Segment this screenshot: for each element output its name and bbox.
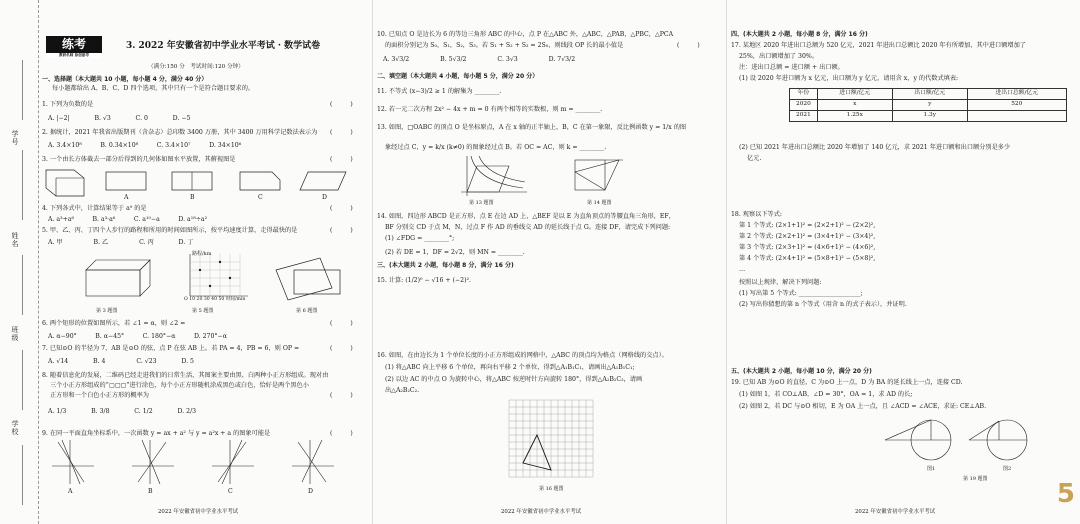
option-label-b: B [148, 488, 153, 495]
question-8-line: 正方形和一个白色小正方形的概率为 [50, 392, 149, 399]
option-label-c: C [228, 488, 233, 495]
question-10-options: A. 3√3/2 B. 5√3/2 C. 3√3 D. 7√3/2 [383, 56, 576, 63]
question-18-equation: 第 2 个等式: (2×2+1)² = (3×4+1)² − (3×4)², [739, 233, 876, 240]
exam-meta: （满分:150 分 考试时间:120 分钟） [148, 64, 244, 70]
graph-d-line [302, 440, 322, 482]
table-header-row [790, 89, 1067, 100]
figure-caption: 第 16 题图 [539, 486, 564, 492]
question-3: 3. 一个由长方体截去一部分后得到的几何体如图水平放置，其俯视图是 [42, 156, 236, 163]
figure-caption: 图2 [1003, 466, 1012, 472]
answer-bracket: ( ) [330, 156, 353, 163]
fig14-triangle [575, 160, 619, 190]
question-6: 6. 两个矩形的位置如图所示，若 ∠1 = α，则 ∠2 = [42, 320, 186, 327]
fig2-tangent [969, 421, 999, 440]
question-8-options: A. 1/3 B. 3/8 C. 1/2 D. 2/3 [48, 408, 197, 415]
question-18-equation: 第 4 个等式: (2×4+1)² = (5×8+1)² − (5×8)², [739, 255, 876, 262]
question-6-options: A. α−90° B. α−45° C. 180°−α D. 270°−α [48, 333, 227, 340]
publisher-logo: 练考 教研名师 原创备考 [46, 36, 102, 58]
question-7: 7. 已知⊙O 的半径为 7，AB 是⊙O 的弦，点 P 在弦 AB 上。若 PA = 4，PB = 6，则 OP = [42, 345, 300, 352]
question-10-line: 的面积分别记为 S₀，S₁，S₂，S₃。若 S₁ + S₂ + S₃ = 2S₀，则线段 OP 长的最小值是 [385, 42, 624, 49]
option-label-b: B [190, 194, 195, 201]
question-10: 10. 已知点 O 是边长为 6 的等边三角形 ABC 的中心，点 P 在△ABC 外，△ABC，△PAB，△PBC，△PCA [377, 31, 674, 38]
graph-b-line [138, 442, 166, 482]
option-label-c: C [258, 194, 263, 201]
question-18-equation: 第 1 个等式: (2×1+1)² = (2×2+1)² − (2×2)², [739, 222, 876, 229]
question-17-line: 亿元. [747, 155, 762, 162]
question-18-part2: (2) 写出你猜想的第 n 个等式（用含 n 的式子表示），并证明. [739, 301, 907, 308]
question-7-options: A. √14 B. 4 C. √23 D. 5 [48, 358, 194, 365]
data-table [789, 88, 1067, 122]
table-header-cell: 进出口总额/亿元 [967, 89, 1066, 100]
question-16-grid [507, 398, 597, 484]
binding-line [22, 445, 23, 505]
question-16: 16. 如图，在由边长为 1 个单位长度的小正方形组成的网格中，△ABC 的顶点均为格点（网格线的交点）。 [377, 352, 668, 359]
question-18-ellipsis: … [739, 266, 746, 273]
table-cell: 520 [967, 100, 1066, 111]
table-cell: 2020 [790, 100, 818, 111]
page-2 [372, 0, 723, 524]
binding-line [22, 150, 23, 220]
section-heading: 一、选择题（本大题共 10 小题，每小题 4 分，满分 40 分） [42, 76, 208, 83]
table-header-cell: 出口额/亿元 [892, 89, 967, 100]
figure-caption: 第 19 题图 [963, 476, 988, 482]
question-9: 9. 在同一平面直角坐标系中，一次函数 y = ax + a² 与 y = a²x + a 的图象可能是 [42, 430, 271, 437]
answer-bracket: ( ) [330, 430, 353, 437]
question-8: 8. 随着信息化的发展，二维码已经走进我们的日常生活，其图案主要由黑、白两种小正方形组成。现对由 [42, 372, 329, 379]
box-figure [140, 260, 150, 296]
question-1-options: A. |−2| B. √3 C. 0 D. −5 [48, 115, 191, 122]
answer-bracket: ( ) [330, 101, 353, 108]
question-11: 11. 不等式 (x−3)/2 ≥ 1 的解集为 ________. [377, 88, 502, 95]
question-2: 2. 据统计，2021 年我省出版期刊（含杂志）总印数 3400 万册，其中 3400 万用科学记数法表示为 [42, 129, 318, 136]
page-3 [726, 0, 1080, 524]
question-19: 19. 已知 AB 为⊙O 的直径，C 为⊙O 上一点，D 为 BA 的延长线上一点，连接 CD. [731, 379, 963, 386]
figure-caption: 第 5 题图 [192, 308, 214, 314]
question-19-part2: (2) 如图 2，若 DC 与⊙O 相切，E 为 OA 上一点，且 ∠ACD = ∠ACE，求证: CE⊥AB. [739, 403, 987, 410]
section-heading: 五、(本大题共 2 小题，每小题 10 分，满分 20 分) [731, 368, 872, 375]
answer-bracket: ( ) [330, 205, 353, 212]
question-15: 15. 计算: (1/2)⁰ − √16 + (−2)². [377, 277, 471, 284]
option-label-d: D [308, 488, 313, 495]
grid-lines [509, 400, 593, 477]
rectangle-2 [294, 270, 340, 294]
answer-bracket: ( ) [330, 392, 353, 399]
table-cell [967, 111, 1066, 122]
data-points [199, 261, 231, 287]
question-16-line: 出△A₂B₂C₂. [385, 387, 420, 394]
question-9-graphs [50, 438, 360, 486]
option-c-shape [240, 172, 280, 190]
binding-line [22, 60, 23, 120]
question-13: 13. 如图，□OABC 的顶点 O 是坐标原点，A 在 x 轴的正半轴上，B，C 在第一象限，反比例函数 y = 1/x 的图 [377, 124, 687, 131]
table-header-cell: 进口额/亿元 [817, 89, 892, 100]
option-label-a: A [68, 488, 73, 495]
table-header-cell: 年份 [790, 89, 818, 100]
question-5: 5. 甲、乙、丙、丁四个人步行的路程和所用的时间如图所示，按平均速度计算，走得最快的是 [42, 227, 298, 234]
answer-bracket: ( ) [330, 345, 353, 352]
fig13-parallelogram [467, 166, 509, 192]
question-19-part1: (1) 如图 1，若 CO⊥AB，∠D = 30°，OA = 1，求 AD 的长; [739, 391, 913, 398]
fig1-segment-cd [885, 420, 931, 440]
question-19-figures [877, 416, 1047, 466]
chart-y-axis-label: 路程/km [192, 251, 212, 257]
page-footer: 2022 年安徽省初中学业水平考试 [501, 508, 582, 515]
figure-caption: 第 6 题图 [296, 308, 318, 314]
question-14-part2: (2) 若 DE = 1，DF = 2√2，则 MN = ________. [385, 249, 525, 256]
binding-label-name: 姓名 [11, 232, 19, 248]
option-label-a: A [124, 194, 129, 201]
table-cell: 1.3y [892, 111, 967, 122]
binding-line [22, 350, 23, 410]
answer-bracket: ( ) [330, 129, 353, 136]
question-12: 12. 若一元二次方程 2x² − 4x + m = 0 有两个相等的实数根，则 m = ________. [377, 106, 603, 113]
figure-caption: 第 3 题图 [96, 308, 118, 314]
question-4-options: A. a³+a⁶ B. a³·a⁶ C. a¹⁰−a D. a¹⁸÷a² [48, 216, 208, 223]
table-row [790, 111, 1067, 122]
figure-caption: 第 14 题图 [587, 200, 612, 206]
exam-title: 3. 2022 年安徽省初中学业水平考试 · 数学试卷 [126, 41, 321, 51]
table-row [790, 100, 1067, 111]
question-3-figures [40, 164, 370, 202]
section-heading: 四、(本大题共 2 小题，每小题 8 分，满分 16 分) [731, 31, 868, 38]
box-figure [86, 270, 140, 296]
question-2-options: A. 3.4×10⁸ B. 0.34×10⁸ C. 3.4×10⁷ D. 34×10⁶ [48, 142, 242, 149]
question-17-part1: (1) 设 2020 年进口额为 x 亿元，出口额为 y 亿元，请用含 x，y 的代数式填表: [739, 75, 959, 82]
graph-d-line [298, 442, 326, 482]
page-1 [40, 0, 370, 524]
page-footer: 2022 年安徽省初中学业水平考试 [855, 508, 936, 515]
option-label-d: D [322, 194, 327, 201]
question-18: 18. 观察以下等式: [731, 211, 783, 218]
binding-label-class: 班级 [11, 326, 19, 342]
question-4: 4. 下列各式中，计算结果等于 a⁹ 的是 [42, 205, 147, 212]
section-note: 每小题都给出 A、B、C、D 四个选项，其中只有一个是符合题目要求的。 [52, 85, 255, 92]
option-d-shape [300, 172, 346, 190]
answer-bracket: ( ) [330, 227, 353, 234]
question-18-equation: 第 3 个等式: (2×3+1)² = (4×6+1)² − (4×6)², [739, 244, 876, 251]
figure-caption: 图1 [927, 466, 936, 472]
binding-margin [0, 0, 39, 524]
table-cell: 2021 [790, 111, 818, 122]
section-heading: 二、填空题（本大题共 4 小题，每小题 5 分，满分 20 分） [377, 73, 539, 80]
graph-a-line [62, 440, 80, 484]
fig13-curve [471, 156, 523, 188]
chart-x-axis-label: O 10 20 30 40 50 时间/min [184, 297, 246, 302]
question-13-line: 象经过点 C，y = k/x (k≠0) 的图象经过点 B。若 OC = AC，则 k = ________. [385, 144, 607, 151]
option-a-shape [106, 172, 146, 190]
question-17-part2: (2) 已知 2021 年进出口总额比 2020 年增加了 140 亿元，求 2021 年进口额和出口额分别是多少 [739, 144, 1011, 151]
question-1: 1. 下列为负数的是 [42, 101, 94, 108]
graph-b-line [142, 440, 160, 484]
answer-bracket: ( ) [677, 42, 700, 49]
question-17: 17. 某地区 2020 年进出口总额为 520 亿元，2021 年进出口总额比 2020 年有所增加，其中进口额增加了 [731, 42, 1026, 49]
question-16-part1: (1) 将△ABC 向上平移 6 个单位，再向右平移 2 个单位，得到△A₁B₁C₁，请画出△A₁B₁C₁; [385, 364, 635, 371]
question-13-14-figures [453, 152, 653, 200]
question-18-line: 按照以上规律，解决下列问题: [739, 279, 822, 286]
page-number: 5 [1056, 478, 1075, 509]
binding-label-school: 学校 [11, 420, 19, 436]
table-cell: 1.25x [817, 111, 892, 122]
question-14: 14. 如图，四边形 ABCD 是正方形，点 E 在边 AD 上，△BEF 是以 E 为直角顶点的等腰直角三角形，EF， [377, 213, 675, 220]
question-14-part1: (1) ∠FDG = ________°; [385, 235, 455, 242]
page-footer: 2022 年安徽省初中学业水平考试 [158, 508, 239, 515]
graph-c-line [222, 440, 242, 484]
section-heading: 三、(本大题共 2 小题，每小题 8 分，满分 16 分) [377, 262, 514, 269]
question-5-options: A. 甲 B. 乙 C. 丙 D. 丁 [48, 239, 194, 246]
question-16-part2: (2) 以边 AC 的中点 O 为旋转中心，将△ABC 按逆时针方向旋转 180°，得到△A₂B₂C₂，请画 [385, 376, 643, 383]
fig13-curve [479, 156, 525, 182]
solid-figure [46, 170, 84, 196]
question-8-line: 三个小正方形组成的“▢▢▢”进行涂色，每个小正方形随机涂成黑色或白色，恰好是两个黑色小 [50, 382, 309, 389]
question-17-note: 注：进出口总额 = 进口额 + 出口额。 [739, 64, 844, 71]
table-cell: x [817, 100, 892, 111]
question-14-line: BF 分别交 CD 于点 M，N，过点 F 作 AD 的垂线交 AD 的延长线于点 G。连接 DF，请完成下列问题: [385, 224, 671, 231]
box-figure [86, 260, 150, 270]
table-cell: y [892, 100, 967, 111]
question-17-line: 25%，出口额增加了 30%。 [739, 53, 818, 60]
binding-line [22, 255, 23, 315]
grid [190, 254, 240, 296]
question-18-part1: (1) 写出第 5 个等式: ____________________; [739, 290, 863, 297]
figure-caption: 第 13 题图 [469, 200, 494, 206]
answer-bracket: ( ) [330, 320, 353, 327]
binding-label-student-id: 学号 [11, 130, 19, 146]
